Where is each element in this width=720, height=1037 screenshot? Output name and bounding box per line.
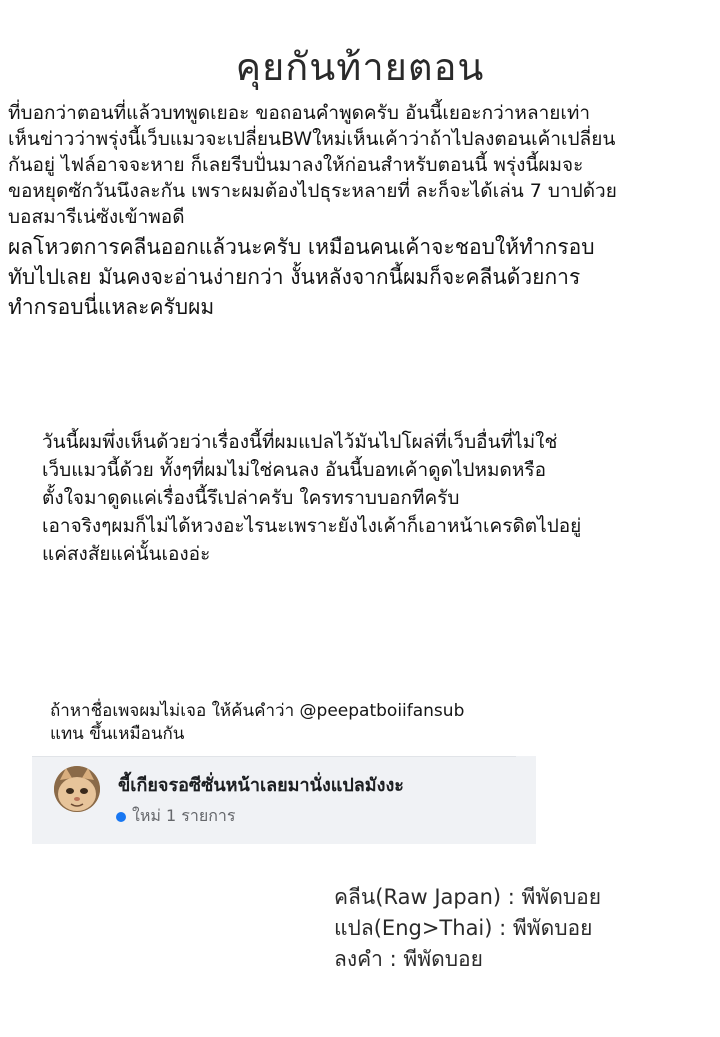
cat-face-avatar-icon[interactable]	[54, 766, 100, 812]
notification-status	[116, 804, 235, 829]
divider	[32, 756, 516, 757]
unread-dot-icon	[116, 812, 126, 822]
note-paragraph-1: ที่บอกว่าตอนที่แล้วบทพูดเยอะ ขอถอนคำพูดครับ อันนี้เยอะกว่าหลายเท่า เห็นข่าวว่าพรุ่งนี้เว็บแมวจะเปลี่ยนBWใหม่เห็นเค้าว่าถ้าไปลงตอนเค้าเปลี่ยน กันอยู่ ไฟล์อาจจะหาย ก็เลยรีบปั่นมาลงให้ก่อนสำหรับตอนนี้ พรุ่งนี้ผมจะ ขอหยุดซักวันนึงละกัน เพราะผมต้องไปธุระหลายที่ ละก็จะได้เล่น 7 บาปด้วย บอสมารีเน่ซังเข้าพอดี	[8, 102, 617, 228]
credit-translate: แปล(Eng>Thai) : พีพัดบอย	[334, 916, 593, 940]
page-title: คุยกันท้ายตอน	[235, 45, 485, 89]
page-notification-card[interactable]	[32, 756, 536, 844]
note-paragraph-3: วันนี้ผมพึ่งเห็นด้วยว่าเรื่องนี้ที่ผมแปลไว้มันไปโผล่ที่เว็บอื่นที่ไม่ใช่ เว็บแมวนี้ด้วย ทั้งๆที่ผมไม่ใช่คนลง อันนี้บอทเค้าดูดไปหมดหรือ ตั้งใจมาดูดแค่เรื่องนี้รึเปล่าครับ ใครทราบบอกทีครับ เอาจริงๆผมก็ไม่ได้หวงอะไรนะเพราะยังไงเค้าก็เอาหน้าเครดิตไปอยู่ แค่สงสัยแค่นั้นเองอ่ะ	[42, 431, 582, 565]
page-search-hint: ถ้าหาชื่อเพจผมไม่เจอ ให้ค้นคำว่า @peepatboiifansub แทน ขึ้นเหมือนกัน	[50, 701, 465, 744]
notification-page-name[interactable]: ขี้เกียจรอซีซั่นหน้าเลยมานั่งแปลมังงะ	[118, 775, 404, 796]
credit-typeset: ลงคำ : พีพัดบอย	[334, 947, 483, 971]
credit-clean: คลีน(Raw Japan) : พีพัดบอย	[334, 885, 602, 909]
note-paragraph-2: ผลโหวตการคลีนออกแล้วนะครับ เหมือนคนเค้าจะชอบให้ทำกรอบ ทับไปเลย มันคงจะอ่านง่ายกว่า งั้นหลังจากนี้ผมก็จะคลีนด้วยการ ทำกรอบนี่แหละครับผม	[8, 235, 595, 319]
notification-status-text: ใหม่ 1 รายการ	[132, 806, 236, 825]
credits-block	[334, 882, 714, 975]
